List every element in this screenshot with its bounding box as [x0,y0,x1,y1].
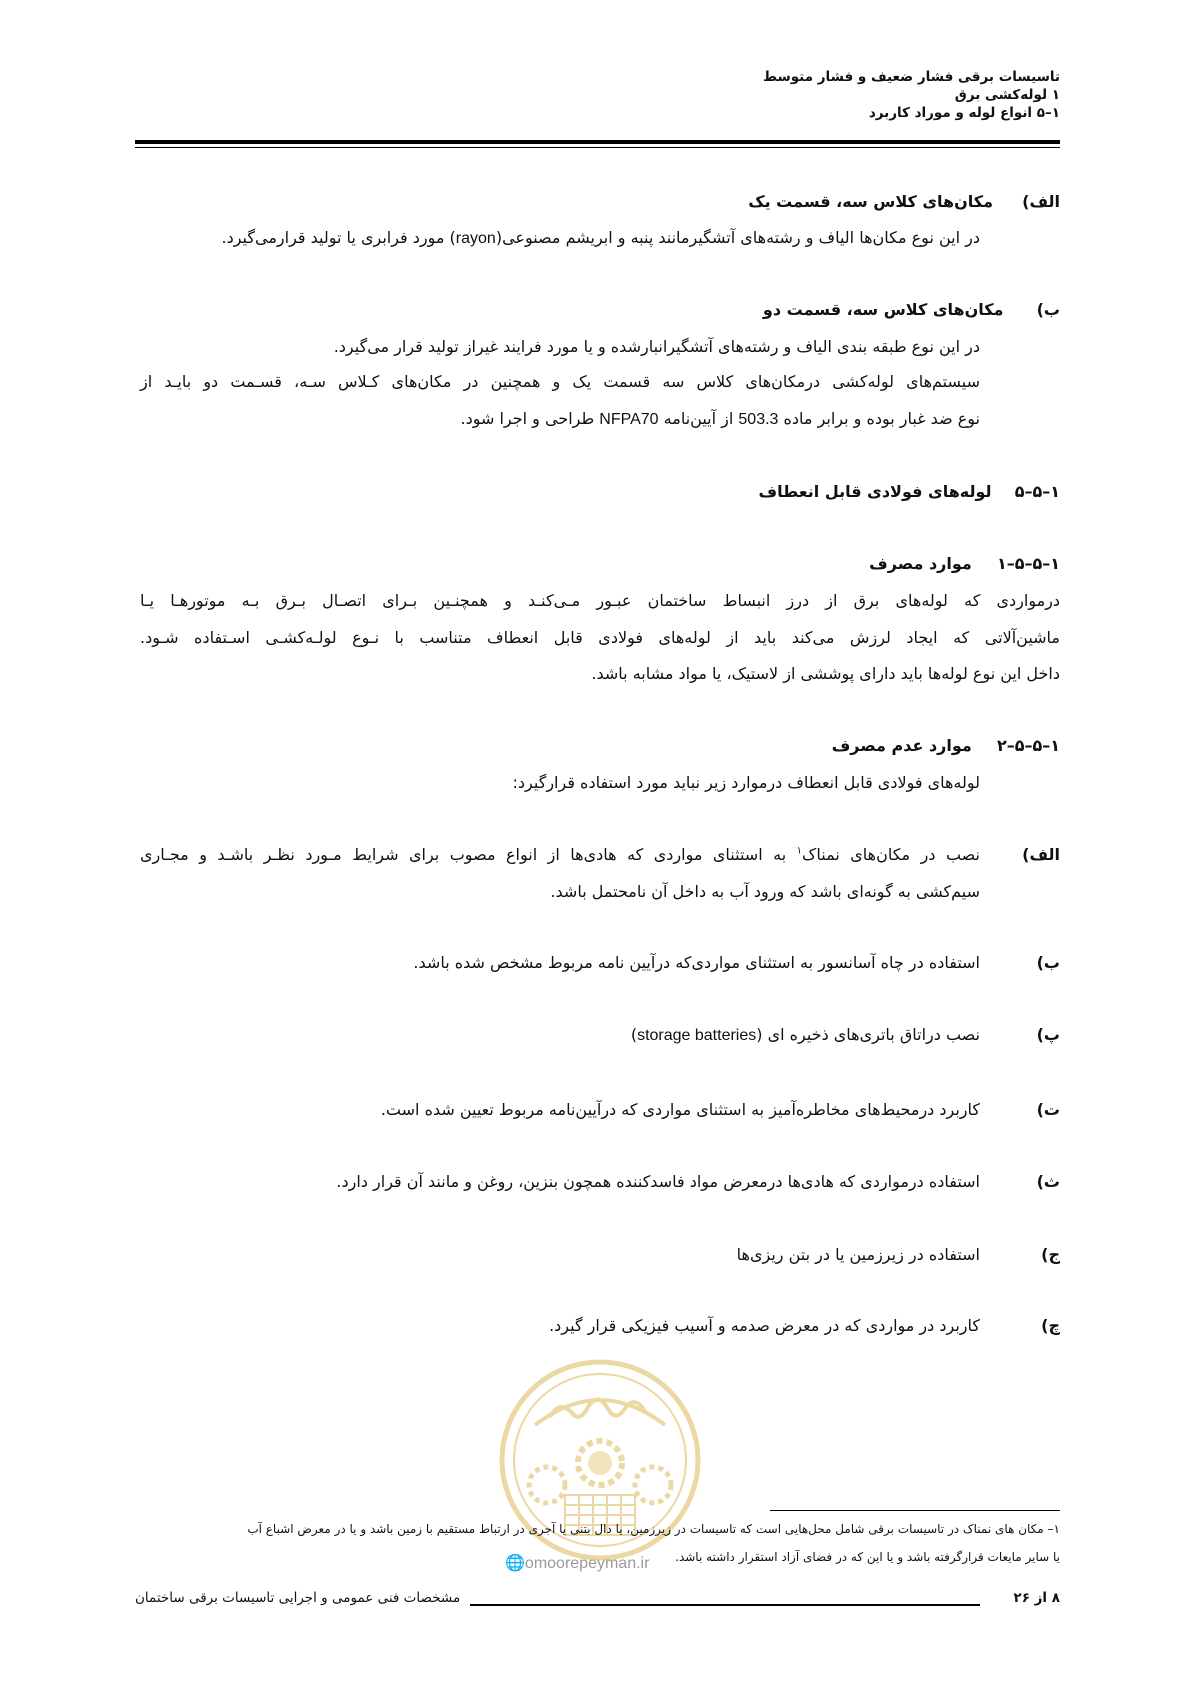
item-alef-text-a: نصب در مکان‌های نمناک [802,845,981,864]
section-be-text-b: از آیین‌نامه [658,409,739,428]
section-alef-text-b: ) مورد فرابری یا تولید قرارمی‌گیرد. [221,228,456,247]
header-title: تاسیسات برقی فشار ضعیف و فشار متوسط [762,69,1060,85]
section-1552-title: موارد عدم مصرف [831,736,972,755]
globe-icon: 🌐 [505,1555,525,1572]
watermark-url [505,1553,649,1573]
page-header [763,68,1060,122]
header-chapter: ۱ لوله‌کشی برق [954,87,1060,103]
section-be-heading [763,300,1060,319]
footnote-line-1: ۱– مکان های نمناک در تاسیسات برقی شامل محل‌هایی است که تاسیسات در زیرزمین، یا دال بتنی یا آجری در ارتباط مستقیم با زمین باشد و یا در معرض اشباع آب [247,1522,1060,1536]
item-che-label: چ) [1041,1316,1060,1335]
header-section: ۱–۵ انواع لوله و موراد کاربرد [868,105,1060,121]
section-alef-heading [748,192,1060,211]
item-se-text: استفاده درمواردی که هادی‌ها درمعرض مواد فاسدکننده همچون بنزین، روغن و مانند آن قرار دارد. [336,1172,980,1191]
section-be-line-1: در این نوع طبقه بندی الیاف و رشته‌های آتشگیرانبارشده و یا مورد فرایند غیراز تولید قرار می‌گیرد. [333,337,980,356]
page-number: ۸ از ۲۶ [1013,1590,1060,1606]
item-jim-label: ج) [1041,1245,1060,1264]
section-155-title: لوله‌های فولادی قابل انعطاف [758,482,992,501]
section-alef-text-a: در این نوع مکان‌ها الیاف و رشته‌های آتشگیرمانند پنبه و ابریشم مصنوعی( [495,228,980,247]
item-te-label: ت) [1036,1100,1060,1119]
item-che-text: کاربرد در مواردی که در معرض صدمه و آسیب فیزیکی قرار گیرد. [549,1316,980,1335]
item-jim-text: استفاده در زیرزمین یا در بتن ریزی‌ها [736,1245,980,1264]
footnote-rule [770,1510,1060,1511]
section-alef-label: الف) [1022,192,1060,211]
footer-title: مشخصات فنی عمومی و اجرایی تاسیسات برقی ساختمان [135,1590,461,1606]
section-1551-heading [869,554,1060,573]
section-1552-number: ۱–۵–۵–۲ [996,736,1060,755]
section-alef-text-en: rayon [455,230,496,247]
section-1551-line-1: درمواردی که لوله‌های برق از درز انبساط ساختمان عبـور مـی‌کنـد و همچنـین بـرای اتصـال بـرق بـه موتورهـا یـا [140,591,1060,610]
section-be-title: مکان‌های کلاس سه، قسمت دو [762,300,1004,319]
section-alef-line-1 [222,228,980,248]
section-1551-line-3: داخل این نوع لوله‌ها باید دارای پوششی از لاستیک، یا مواد مشابه باشد. [591,664,1060,683]
item-alef-line-2: سیم‌کشی به گونه‌ای باشد که ورود آب به داخل آن نامحتمل باشد. [550,882,980,901]
section-be-article-number: 503.3 [738,411,779,428]
item-alef-text-b: به استثنای مواردی که هادی‌ها از انواع مصوب برای شرایط مـورد نظـر باشـد و مجـاری [140,845,797,864]
section-1551-line-2: ماشین‌آلاتی که ایجاد لرزش می‌کند باید از لوله‌های فولادی قابل انعطاف متناسب با نـوع لولـه‌کشـی اسـتفاده شـود. [140,628,1060,647]
section-155-heading [759,482,1060,501]
page-footer [135,1590,1060,1612]
section-be-standard-name: NFPA70 [599,411,659,428]
section-155-number: ۱–۵–۵ [1014,482,1060,501]
item-alef-line-1 [140,845,980,864]
watermark-text: omoorepeyman.ir [524,1555,650,1572]
section-be-line-2: سیستم‌های لوله‌کشی درمکان‌های کلاس سه قسمت یک و همچنین در مکان‌های کـلاس سـه، قسـمت دو بایـد از [140,372,980,391]
header-rule-thick [135,140,1060,144]
item-be-text: استفاده در چاه آسانسور به استثنای مواردی‌که درآیین نامه مربوط مشخص شده باشد. [413,953,980,972]
section-be-text-c: طراحی و اجرا شود. [460,409,600,428]
section-be-line-3 [461,409,981,429]
item-pe-text-b: ) [630,1025,638,1044]
footnote-ref: ۱ [796,845,803,857]
footnote-line-2: یا سایر مایعات قرارگرفته باشد و یا این که در فضای آزاد استقرار داشته باشد. [675,1550,1060,1564]
footer-rule [470,1604,980,1606]
item-pe-text-en: storage batteries [637,1027,757,1044]
item-pe-text [631,1025,980,1045]
item-se-label: ث) [1036,1172,1060,1191]
item-te-text: کاربرد درمحیط‌های مخاطره‌آمیز به استثنای مواردی که درآیین‌نامه مربوط تعیین شده است. [380,1100,980,1119]
item-pe-label: پ) [1036,1025,1060,1044]
section-be-label: ب) [1036,300,1060,319]
section-1551-title: موارد مصرف [869,554,972,573]
header-rule-thin [135,147,1060,148]
section-1552-intro: لوله‌های فولادی قابل انعطاف درموارد زیر نباید مورد استفاده قرارگیرد: [512,773,980,792]
section-be-text-a: نوع ضد غبار بوده و برابر ماده [778,409,980,428]
section-1551-number: ۱–۵–۵–۱ [996,554,1060,573]
item-alef-label: الف) [1022,845,1060,864]
section-alef-title: مکان‌های کلاس سه، قسمت یک [748,192,993,211]
item-be-label: ب) [1036,953,1060,972]
item-pe-text-a: نصب دراتاق باتری‌های ذخیره ای ( [756,1025,980,1044]
section-1552-heading [832,736,1060,755]
